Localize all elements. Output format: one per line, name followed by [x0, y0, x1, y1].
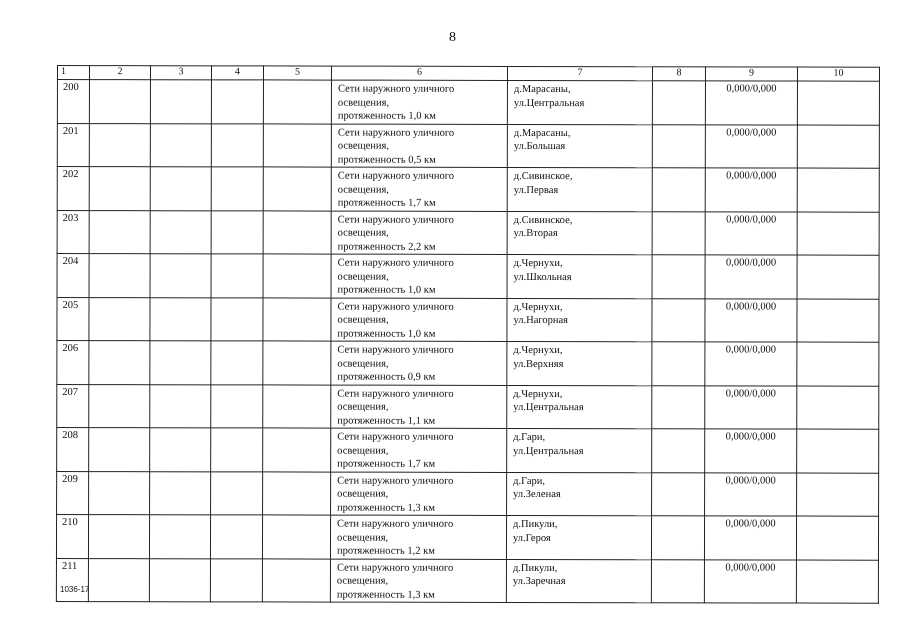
empty-cell — [651, 516, 704, 560]
table-row — [56, 515, 878, 560]
object-name-line: Сети наружного уличного — [337, 170, 455, 182]
table-row — [57, 471, 879, 516]
object-name-cell — [331, 385, 507, 429]
object-name-line: протяженность 1,1 км — [337, 415, 436, 427]
object-name-line: протяженность 1,7 км — [337, 458, 436, 470]
table-row — [57, 428, 879, 473]
table-row — [57, 254, 879, 299]
address-cell — [507, 428, 652, 472]
empty-cell — [797, 342, 879, 386]
object-name-line: протяженность 1,7 км — [337, 197, 436, 209]
column-header: 4 — [211, 66, 263, 80]
address-cell — [507, 124, 652, 168]
value-cell: 0,000/0,000 — [705, 385, 797, 429]
address-cell — [507, 341, 652, 385]
address-line: ул.Центральная — [513, 445, 584, 457]
column-header: 9 — [705, 67, 797, 81]
empty-cell — [150, 123, 211, 167]
empty-cell — [211, 384, 263, 428]
table-row — [57, 80, 879, 125]
value-cell: 0,000/0,000 — [705, 81, 797, 125]
empty-cell — [150, 254, 211, 298]
object-name-line: Сети наружного уличного — [337, 301, 454, 313]
address-line: ул.Заречная — [512, 575, 566, 588]
row-number-cell: 211 — [56, 558, 88, 602]
empty-cell — [263, 341, 331, 385]
object-name-cell — [330, 559, 506, 603]
table-row — [57, 384, 879, 429]
column-header: 6 — [331, 66, 507, 80]
empty-cell — [150, 384, 211, 428]
empty-cell — [797, 429, 879, 473]
address-line: д.Пикули, — [513, 518, 558, 531]
address-line: д.Сивинское, — [513, 170, 573, 183]
row-number-cell: 209 — [57, 471, 89, 515]
empty-cell — [150, 167, 211, 211]
table-body — [56, 80, 879, 604]
object-name-line: протяженность 1,3 км — [336, 589, 435, 601]
empty-cell — [89, 297, 150, 341]
empty-cell — [263, 167, 331, 211]
address-line: ул.Центральная — [513, 401, 584, 414]
value-cell: 0,000/0,000 — [704, 516, 796, 560]
object-name-line: Сети наружного уличного — [337, 518, 454, 530]
object-name-line: освещения, — [337, 445, 389, 457]
empty-cell — [652, 298, 705, 342]
empty-cell — [211, 210, 263, 254]
empty-cell — [652, 342, 705, 386]
empty-cell — [652, 385, 705, 429]
empty-cell — [89, 428, 150, 472]
empty-cell — [149, 558, 210, 602]
table-row — [57, 297, 879, 342]
empty-cell — [211, 123, 263, 167]
empty-cell — [796, 516, 878, 560]
address-cell — [507, 211, 652, 255]
object-name-cell — [331, 428, 507, 472]
empty-cell — [652, 472, 705, 516]
address-line: д.Марасаны, — [513, 83, 571, 96]
object-name-line: освещения, — [337, 97, 390, 109]
page-number: 8 — [449, 30, 456, 45]
object-name-cell — [331, 254, 507, 298]
empty-cell — [89, 254, 150, 298]
address-line: ул.Нагорная — [513, 314, 569, 327]
value-cell: 0,000/0,000 — [704, 559, 796, 603]
empty-cell — [89, 167, 150, 211]
address-cell — [507, 472, 652, 516]
object-name-line: освещения, — [337, 314, 389, 326]
object-name-line: протяженность 0,9 км — [337, 371, 436, 383]
object-name-cell — [331, 124, 507, 168]
object-name-cell — [331, 80, 507, 124]
row-number-cell: 210 — [56, 515, 88, 559]
empty-cell — [652, 81, 705, 125]
empty-cell — [651, 559, 704, 603]
object-name-line: Сети наружного уличного — [337, 127, 455, 139]
address-line: ул.Верхняя — [513, 358, 564, 370]
address-cell — [507, 254, 652, 298]
empty-cell — [263, 80, 331, 124]
row-number-cell: 207 — [57, 384, 89, 428]
empty-cell — [797, 386, 879, 430]
row-number-cell: 208 — [57, 428, 89, 472]
column-header: 2 — [89, 66, 150, 80]
value-cell: 0,000/0,000 — [705, 429, 797, 473]
table-row — [57, 210, 879, 255]
object-name-line: Сети наружного уличного — [337, 214, 454, 226]
empty-cell — [797, 81, 879, 125]
row-number-cell: 201 — [57, 123, 89, 167]
object-name-line: протяженность 0,5 км — [337, 154, 436, 166]
empty-cell — [211, 341, 263, 385]
empty-cell — [210, 515, 262, 559]
object-name-cell — [331, 341, 507, 385]
row-number-cell: 206 — [57, 341, 89, 385]
empty-cell — [150, 428, 211, 472]
address-line: ул.Первая — [513, 184, 559, 196]
object-name-line: освещения, — [337, 271, 389, 283]
empty-cell — [797, 125, 879, 169]
address-line: ул.Зеленая — [513, 488, 561, 501]
object-name-line: освещения, — [337, 488, 389, 500]
object-name-line: освещения, — [336, 532, 389, 544]
address-cell — [506, 559, 651, 603]
column-header: 8 — [652, 67, 705, 81]
object-name-cell — [331, 167, 507, 211]
column-header: 10 — [797, 67, 879, 81]
object-name-line: Сети наружного уличного — [336, 562, 454, 574]
value-cell: 0,000/0,000 — [705, 255, 797, 299]
row-number-cell: 203 — [57, 210, 89, 254]
empty-cell — [89, 80, 150, 124]
row-number-cell: 204 — [57, 254, 89, 298]
object-name-line: протяженность 1,0 км — [337, 328, 436, 340]
address-line: д.Чернухи, — [513, 388, 563, 400]
address-line: д.Сивинское, — [513, 214, 573, 226]
object-name-line: освещения, — [337, 358, 389, 370]
row-number-cell: 202 — [57, 167, 89, 211]
column-header: 5 — [263, 66, 331, 80]
empty-cell — [263, 428, 331, 472]
address-line: д.Гари, — [513, 431, 546, 444]
empty-cell — [263, 210, 331, 254]
column-header: 1 — [57, 66, 89, 80]
empty-cell — [652, 168, 705, 212]
empty-cell — [211, 254, 263, 298]
object-name-line: освещения, — [337, 140, 390, 152]
address-line: д.Марасаны, — [513, 127, 571, 139]
empty-cell — [796, 560, 878, 604]
object-name-line: протяженность 1,0 км — [337, 284, 436, 296]
empty-cell — [797, 255, 879, 299]
empty-cell — [89, 341, 150, 385]
empty-cell — [211, 428, 263, 472]
object-name-cell — [331, 472, 507, 516]
empty-cell — [150, 210, 211, 254]
address-line: д.Чернухи, — [513, 344, 563, 357]
empty-cell — [150, 341, 211, 385]
empty-cell — [149, 515, 210, 559]
address-line: ул.Вторая — [513, 227, 558, 240]
empty-cell — [211, 471, 263, 515]
value-cell: 0,000/0,000 — [705, 211, 797, 255]
value-cell: 0,000/0,000 — [705, 124, 797, 168]
address-line: д.Чернухи, — [513, 257, 563, 270]
object-name-line: Сети наружного уличного — [337, 475, 454, 487]
address-cell — [507, 80, 652, 124]
object-name-line: Сети наружного уличного — [337, 388, 454, 400]
object-name-line: протяженность 1,3 км — [337, 502, 436, 514]
address-cell — [506, 515, 651, 559]
empty-cell — [652, 429, 705, 473]
address-cell — [507, 385, 652, 429]
empty-cell — [263, 471, 331, 515]
address-line: ул.Школьная — [513, 271, 572, 283]
address-line: д.Пикули, — [512, 562, 558, 574]
object-name-line: Сети наружного уличного — [337, 83, 455, 95]
address-line: д.Гари, — [513, 475, 546, 487]
empty-cell — [211, 80, 263, 124]
object-name-line: Сети наружного уличного — [337, 344, 454, 356]
address-cell — [507, 167, 652, 211]
address-line: ул.Героя — [512, 532, 551, 544]
empty-cell — [797, 168, 879, 212]
empty-cell — [211, 297, 263, 341]
empty-cell — [263, 384, 331, 428]
value-cell: 0,000/0,000 — [705, 298, 797, 342]
empty-cell — [652, 255, 705, 299]
object-name-line: протяженность 1,0 км — [337, 110, 436, 122]
empty-cell — [89, 210, 150, 254]
object-name-cell — [330, 515, 506, 559]
object-name-cell — [331, 298, 507, 342]
table-row — [56, 558, 878, 603]
row-number-cell: 205 — [57, 297, 89, 341]
empty-cell — [150, 80, 211, 124]
object-name-line: освещения, — [337, 184, 389, 196]
object-name-cell — [331, 211, 507, 255]
empty-cell — [88, 558, 149, 602]
value-cell: 0,000/0,000 — [705, 168, 797, 212]
empty-cell — [652, 124, 705, 168]
empty-cell — [263, 297, 331, 341]
object-name-line: освещения, — [337, 401, 389, 413]
document-code: 1036-17 — [60, 585, 90, 594]
empty-cell — [263, 123, 331, 167]
empty-cell — [89, 471, 150, 515]
table-row — [57, 167, 879, 212]
object-name-line: освещения, — [336, 575, 389, 587]
empty-cell — [263, 254, 331, 298]
address-cell — [507, 298, 652, 342]
object-name-line: Сети наружного уличного — [337, 431, 454, 443]
value-cell: 0,000/0,000 — [705, 342, 797, 386]
empty-cell — [89, 123, 150, 167]
object-name-line: Сети наружного уличного — [337, 257, 454, 269]
empty-cell — [211, 167, 263, 211]
empty-cell — [150, 297, 211, 341]
empty-cell — [262, 515, 330, 559]
value-cell: 0,000/0,000 — [705, 472, 797, 516]
column-header: 3 — [150, 66, 211, 80]
empty-cell — [797, 299, 879, 343]
object-name-line: протяженность 2,2 км — [337, 241, 436, 253]
address-line: ул.Большая — [513, 140, 566, 153]
object-name-line: протяженность 1,2 км — [336, 545, 435, 557]
table-row — [57, 341, 879, 386]
address-line: д.Чернухи, — [513, 301, 563, 313]
empty-cell — [150, 471, 211, 515]
empty-cell — [210, 558, 262, 602]
address-line: ул.Центральная — [513, 97, 585, 109]
column-header: 7 — [507, 66, 652, 80]
empty-cell — [652, 211, 705, 255]
empty-cell — [797, 212, 879, 256]
empty-cell — [262, 558, 330, 602]
register-table — [56, 65, 880, 604]
object-name-line: освещения, — [337, 227, 389, 239]
table-row — [57, 123, 879, 168]
empty-cell — [88, 515, 149, 559]
empty-cell — [797, 473, 879, 517]
row-number-cell: 200 — [57, 80, 89, 124]
empty-cell — [89, 384, 150, 428]
